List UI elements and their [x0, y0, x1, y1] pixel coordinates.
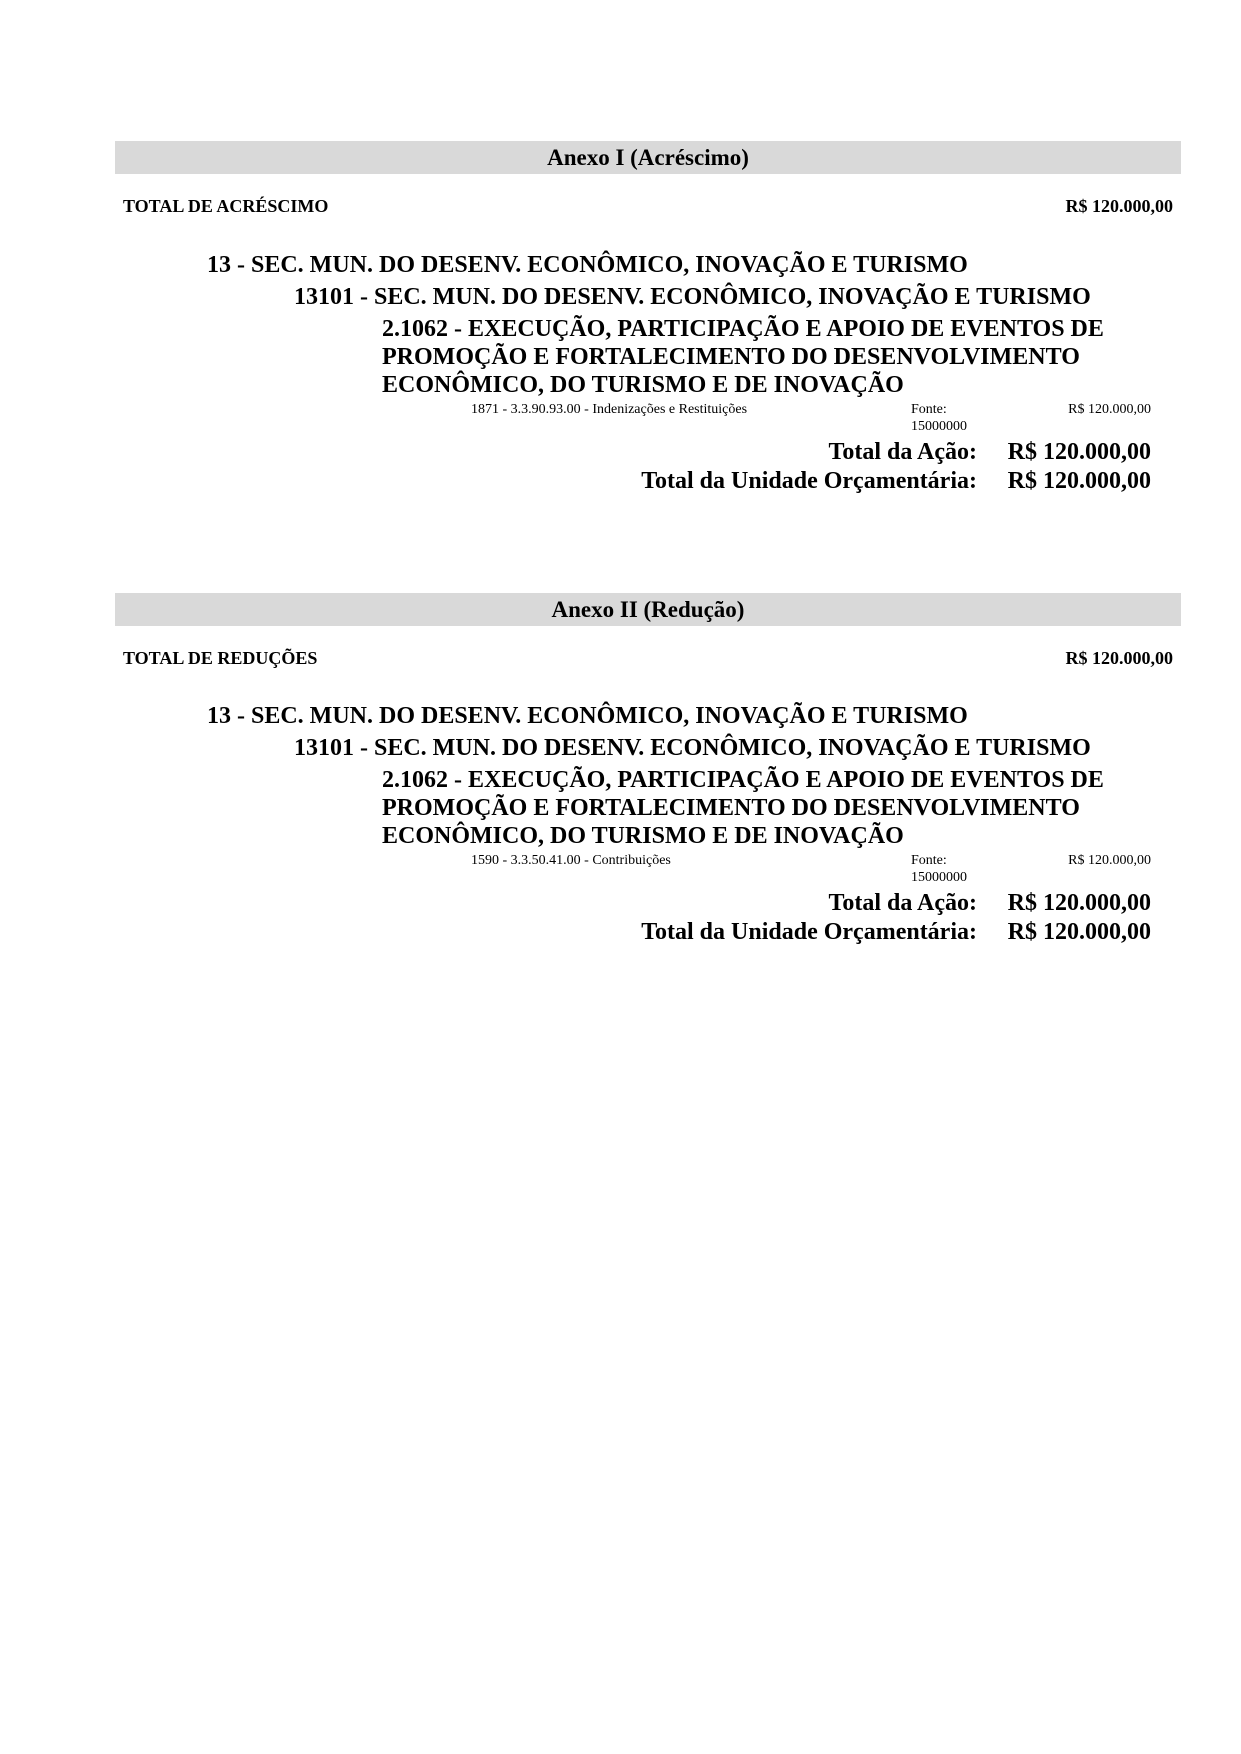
annex-reducao [115, 593, 1181, 678]
total-unidade-label: Total da Unidade Orçamentária: [641, 468, 977, 494]
total-label: TOTAL DE REDUÇÕES [123, 648, 318, 668]
total-row [115, 196, 1181, 226]
total-unidade-value: R$ 120.000,00 [1007, 468, 1151, 494]
item-description: 1590 - 3.3.50.41.00 - Contribuições [471, 853, 671, 868]
fonte-code: 15000000 [911, 419, 967, 434]
total-unidade-value: R$ 120.000,00 [1007, 919, 1151, 945]
fonte-label: Fonte: [911, 853, 947, 868]
fonte-code: 15000000 [911, 870, 967, 885]
unidade-heading: 13101 - SEC. MUN. DO DESENV. ECONÔMICO, INOVAÇÃO E TURISMO [294, 735, 1091, 761]
acao-heading: 2.1062 - EXECUÇÃO, PARTICIPAÇÃO E APOIO DE EVENTOS DE PROMOÇÃO E FORTALECIMENTO DO DESENVOLVIMENTO ECONÔMICO, DO TURISMO E DE INOVAÇÃO [382, 767, 1104, 849]
unidade-heading: 13101 - SEC. MUN. DO DESENV. ECONÔMICO, INOVAÇÃO E TURISMO [294, 284, 1091, 310]
total-row [115, 648, 1181, 678]
annex-acrescimo [115, 141, 1181, 226]
item-value: R$ 120.000,00 [1068, 853, 1151, 868]
total-acao-label: Total da Ação: [828, 439, 977, 465]
total-value: R$ 120.000,00 [1065, 648, 1173, 668]
fonte-label: Fonte: [911, 402, 947, 417]
item-description: 1871 - 3.3.90.93.00 - Indenizações e Restituições [471, 402, 748, 417]
total-value: R$ 120.000,00 [1065, 196, 1173, 216]
total-acao-value: R$ 120.000,00 [1007, 439, 1151, 465]
annex-title: Anexo I (Acréscimo) [115, 141, 1181, 174]
annex-title: Anexo II (Redução) [115, 593, 1181, 626]
item-value: R$ 120.000,00 [1068, 402, 1151, 417]
orgao-heading: 13 - SEC. MUN. DO DESENV. ECONÔMICO, INOVAÇÃO E TURISMO [207, 252, 968, 278]
acao-heading: 2.1062 - EXECUÇÃO, PARTICIPAÇÃO E APOIO DE EVENTOS DE PROMOÇÃO E FORTALECIMENTO DO DESENVOLVIMENTO ECONÔMICO, DO TURISMO E DE INOVAÇÃO [382, 316, 1104, 398]
total-unidade-label: Total da Unidade Orçamentária: [641, 919, 977, 945]
total-label: TOTAL DE ACRÉSCIMO [123, 196, 329, 216]
total-acao-label: Total da Ação: [828, 890, 977, 916]
total-acao-value: R$ 120.000,00 [1007, 890, 1151, 916]
orgao-heading: 13 - SEC. MUN. DO DESENV. ECONÔMICO, INOVAÇÃO E TURISMO [207, 703, 968, 729]
